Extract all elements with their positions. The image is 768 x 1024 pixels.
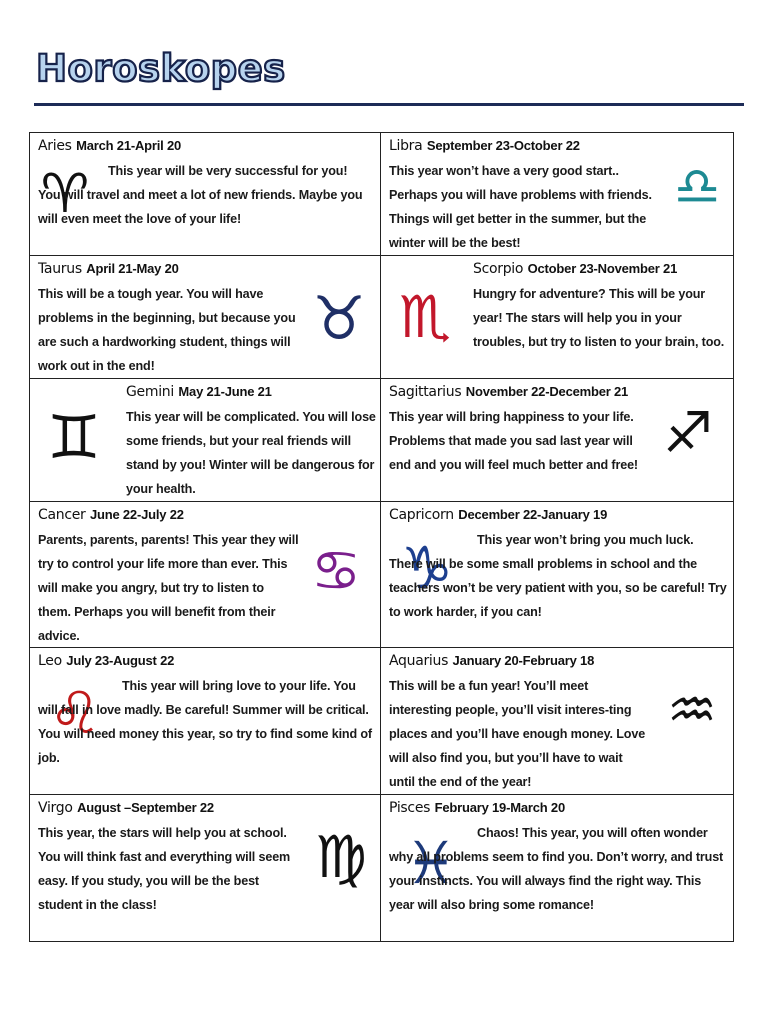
sign-name: Gemini <box>126 384 174 400</box>
sign-heading <box>389 137 580 155</box>
sign-heading <box>473 260 677 278</box>
aries-ram-icon: ♈ <box>40 162 90 225</box>
sign-text: This year won’t have a very good start.. Perhaps you will have problems with friends. Things will get better in the summer, but the winter will be the best! <box>389 164 652 250</box>
sign-name: Libra <box>389 138 423 154</box>
leo-lion-icon: ♌ <box>49 679 101 747</box>
sign-heading <box>126 383 272 401</box>
virgo-maiden-icon: ♍ <box>315 823 367 891</box>
sign-dates: April 21-May 20 <box>86 261 179 276</box>
sign-cell-scorpio <box>381 256 733 378</box>
sign-name: Scorpio <box>473 261 524 277</box>
sign-cell-libra <box>381 133 733 255</box>
sign-dates: November 22-December 21 <box>465 384 629 399</box>
sign-text: This year will bring love to your life. You will fall in love madly. Be careful! Summer will be critical. You will need money this year, so try to find some kind of job. <box>38 679 372 765</box>
sign-cell-capricorn <box>381 502 733 647</box>
sign-name: Virgo <box>38 800 73 816</box>
sign-cell-sagittarius <box>381 379 733 501</box>
sign-heading <box>389 652 594 670</box>
sign-name: Capricorn <box>389 507 454 523</box>
sign-text: This will be a tough year. You will have problems in the beginning, but because you are such a hardworking student, things will work out in the end! <box>38 287 296 373</box>
sign-text: Hungry for adventure? This will be your year! The stars will help you in your troubles, but try to listen to your brain, too. <box>473 287 725 349</box>
cancer-crab-icon: ♋ <box>310 539 362 604</box>
sign-dates: August –September 22 <box>77 800 214 815</box>
sign-name: Aquarius <box>389 653 449 669</box>
sign-text: Parents, parents, parents! This year they will try to control your life more than ever. This will make you angry, but try to listen to them. Perhaps you will benefit from their advice. <box>38 533 299 643</box>
sign-heading <box>38 260 179 278</box>
sign-dates: July 23-August 22 <box>66 653 175 668</box>
sign-heading <box>389 506 607 524</box>
scorpio-scorpion-icon: ♏ <box>399 283 451 351</box>
page-title: Horoskopes <box>36 47 286 90</box>
sign-heading <box>38 137 181 155</box>
taurus-bull-icon: ♉ <box>312 284 366 354</box>
sign-cell-gemini <box>30 379 380 501</box>
sign-heading <box>38 652 174 670</box>
sign-heading <box>38 799 214 817</box>
sign-dates: December 22-January 19 <box>458 507 608 522</box>
sign-text: This will be a fun year! You’ll meet interesting people, you’ll visit interes-ting places and you’ll have enough money. Love will also find you, but you’ll have to wait until the end of the year! <box>389 679 646 789</box>
sign-heading <box>389 383 628 401</box>
gemini-twins-icon: ♊ <box>47 403 101 473</box>
sign-cell-virgo <box>30 795 380 941</box>
sign-name: Cancer <box>38 507 86 523</box>
capricorn-goat-icon: ♑ <box>401 534 453 602</box>
sign-text: This year will bring happiness to your life. Problems that made you sad last year will end and you will feel much better and free! <box>389 410 638 472</box>
sign-cell-cancer <box>30 502 380 647</box>
sign-dates: February 19-March 20 <box>434 800 565 815</box>
sign-text: This year will be very successful for you! You will travel and meet a lot of new friends. Maybe you will even meet the love of your life! <box>38 164 363 226</box>
sign-text: This year will be complicated. You will lose some friends, but your real friends will stand by you! Winter will be dangerous for your health. <box>126 410 376 496</box>
sign-text: This year, the stars will help you at school. You will think fast and everything will seem easy. If you study, you will be the best student in the class! <box>38 826 291 912</box>
libra-scales-icon: ♎ <box>673 157 721 217</box>
horoscope-table <box>29 132 734 942</box>
sign-cell-leo <box>30 648 380 794</box>
sign-dates: March 21-April 20 <box>76 138 182 153</box>
title-divider <box>34 103 744 106</box>
sign-heading <box>389 799 565 817</box>
sign-dates: October 23-November 21 <box>527 261 678 276</box>
sagittarius-archer-icon: ♐ <box>662 401 714 466</box>
sign-text: Chaos! This year, you will often wonder why all problems seem to find you. Don’t worry, and trust your instincts. You will always find the right way. This year will also bring some romance! <box>389 826 724 912</box>
sign-name: Pisces <box>389 800 431 816</box>
sign-name: Leo <box>38 653 62 669</box>
sign-name: Aries <box>38 138 72 154</box>
sign-heading <box>38 506 184 524</box>
sign-cell-pisces <box>381 795 733 941</box>
sign-name: Sagittarius <box>389 384 462 400</box>
pisces-fish-icon: ♓ <box>405 829 457 897</box>
sign-text: This year won’t bring you much luck. There will be some small problems in school and the teachers won’t be very patient with you, so be careful! Try to work harder, if you can! <box>389 533 727 619</box>
sign-cell-aries <box>30 133 380 255</box>
sign-dates: May 21-June 21 <box>178 384 272 399</box>
sign-dates: June 22-July 22 <box>89 507 184 522</box>
sign-cell-aquarius <box>381 648 733 794</box>
aquarius-water-bearer-icon: ♒ <box>666 678 718 743</box>
sign-dates: September 23-October 22 <box>426 138 580 153</box>
sign-dates: January 20-February 18 <box>452 653 595 668</box>
sign-cell-taurus <box>30 256 380 378</box>
sign-name: Taurus <box>38 261 82 277</box>
